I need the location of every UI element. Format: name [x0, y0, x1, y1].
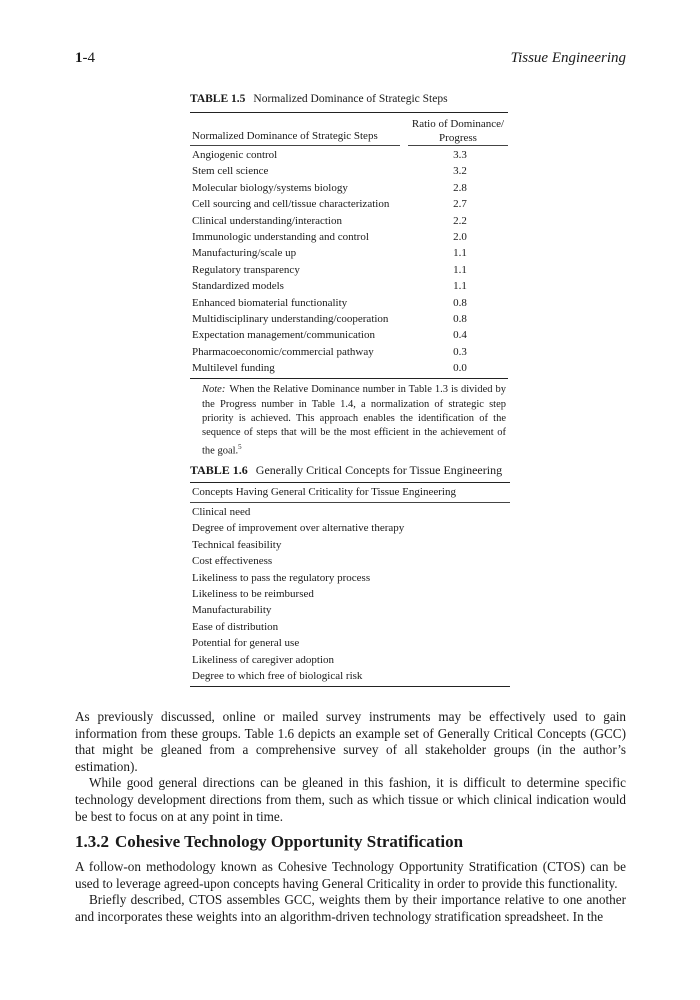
table-row — [190, 180, 508, 196]
running-head: Tissue Engineering — [510, 50, 626, 66]
cell-concept: Cost effectiveness — [192, 555, 273, 568]
cell-step: Manufacturing/scale up — [192, 247, 297, 260]
table-row — [190, 262, 508, 278]
cell-step: Pharmacoeconomic/commercial pathway — [192, 345, 374, 358]
cell-concept: Clinical need — [192, 506, 251, 518]
cell-ratio: 0.4 — [453, 329, 467, 342]
cell-ratio: 1.1 — [453, 247, 467, 260]
paragraph: A follow-on methodology known as Cohesive Technology Opportunity Stratification (CTOS) can be used to leverage agreed-upon concepts having General Criticality in order to provide this functionality. — [75, 859, 626, 891]
cell-concept: Technical feasibility — [192, 538, 282, 551]
table-body — [190, 147, 508, 376]
table-row — [190, 196, 508, 212]
table-row — [190, 602, 510, 618]
cell-ratio: 3.2 — [453, 165, 467, 178]
paragraph: Briefly described, CTOS assembles GCC, weights them by their importance relative to one another and incorporates these weights into an algorithm-driven technology stratification spreadsheet. In the — [75, 892, 626, 924]
body-paragraphs-2 — [75, 859, 626, 925]
table-row — [190, 570, 510, 586]
table-1-6 — [190, 463, 510, 687]
table-row — [190, 147, 508, 163]
cell-ratio: 2.8 — [453, 181, 467, 194]
table-row — [190, 311, 508, 327]
table-row — [190, 327, 508, 343]
cell-step: Standardized models — [192, 280, 284, 293]
cell-concept: Ease of distribution — [192, 620, 279, 633]
table-row — [190, 668, 510, 684]
cell-ratio: 0.8 — [453, 296, 467, 309]
table-row — [190, 163, 508, 179]
table-note — [190, 379, 508, 459]
table-row — [190, 360, 508, 376]
cell-concept: Degree of improvement over alternative therapy — [192, 522, 405, 535]
cell-ratio: 1.1 — [453, 280, 467, 293]
cell-concept: Likeliness of caregiver adoption — [192, 653, 335, 666]
table-row — [190, 537, 510, 553]
note-reference: 5 — [238, 443, 242, 452]
cell-concept: Manufacturability — [192, 604, 272, 617]
column-header: Normalized Dominance of Strategic Steps — [192, 130, 378, 142]
paragraph: As previously discussed, online or mailed survey instruments may be effectively used to gain information from these groups. Table 1.6 depicts an example set of Generally Critical Concepts (GCC) that might be gleaned from a comprehensive survey of all stakeholder groups (in the author’s estimation). — [75, 709, 626, 774]
cell-ratio: 0.0 — [453, 362, 467, 375]
table-row — [190, 245, 508, 261]
table-row — [190, 295, 508, 311]
cell-ratio: 2.2 — [453, 214, 467, 227]
cell-concept: Degree to which free of biological risk — [192, 669, 363, 682]
cell-concept: Likeliness to pass the regulatory process — [192, 571, 371, 584]
cell-step: Multilevel funding — [192, 362, 275, 375]
note-text: When the Relative Dominance number in Table 1.3 is divided by the Progress number in Table 1.4, a normalization of strategic step priority is achieved. This approach enables the identification of the sequence of steps that will be the most efficient in the achievement of the goal. — [202, 384, 506, 457]
page-header — [75, 50, 626, 70]
table-row — [190, 619, 510, 635]
cell-ratio: 0.3 — [453, 345, 467, 358]
cell-step: Enhanced biomaterial functionality — [192, 296, 348, 309]
section-heading — [75, 832, 463, 852]
cell-step: Angiogenic control — [192, 149, 278, 161]
table-title: Normalized Dominance of Strategic Steps — [253, 93, 448, 105]
table-label: TABLE 1.5 — [190, 93, 246, 105]
table-row — [190, 504, 510, 520]
cell-step: Cell sourcing and cell/tissue characterization — [192, 198, 390, 211]
cell-step: Regulatory transparency — [192, 263, 300, 276]
cell-step: Clinical understanding/interaction — [192, 214, 342, 227]
column-header: Ratio of Dominance/ Progress — [411, 118, 505, 144]
page-number: 1-4 — [75, 50, 95, 66]
cell-concept: Likeliness to be reimbursed — [192, 587, 314, 600]
table-caption — [190, 463, 510, 478]
cell-step: Expectation management/communication — [192, 329, 375, 342]
table-row — [190, 213, 508, 229]
header-rule — [190, 145, 400, 146]
section-title: Cohesive Technology Opportunity Stratification — [115, 832, 464, 851]
table-row — [190, 635, 510, 651]
paragraph: While good general directions can be gleaned in this fashion, it is difficult to determine specific technology development directions from them, such as which tissue or which clinical indication would be best to focus on at any point in time. — [75, 775, 626, 824]
table-body — [190, 503, 510, 684]
cell-step: Multidisciplinary understanding/cooperation — [192, 312, 389, 325]
cell-ratio: 2.0 — [453, 230, 467, 243]
cell-step: Stem cell science — [192, 165, 269, 178]
table-title: Generally Critical Concepts for Tissue Engineering — [255, 463, 503, 477]
cell-ratio: 1.1 — [453, 263, 467, 276]
cell-ratio: 3.3 — [453, 149, 467, 161]
table-row — [190, 652, 510, 668]
table-label: TABLE 1.6 — [190, 463, 248, 477]
body-paragraphs-1 — [75, 709, 626, 825]
note-label: Note: — [202, 384, 226, 396]
table-row — [190, 520, 510, 536]
table-row — [190, 278, 508, 294]
header-rule — [408, 145, 508, 146]
section-number: 1.3.2 — [75, 832, 109, 851]
cell-concept: Potential for general use — [192, 637, 300, 650]
cell-ratio: 2.7 — [453, 198, 467, 211]
table-row — [190, 229, 508, 245]
cell-ratio: 0.8 — [453, 312, 467, 325]
table-header-row — [190, 113, 508, 145]
table-row — [190, 586, 510, 602]
table-1-5 — [190, 92, 508, 459]
table-bottom-rule — [190, 686, 510, 687]
cell-step: Immunologic understanding and control — [192, 230, 369, 243]
table-caption — [190, 92, 508, 107]
table-row — [190, 344, 508, 360]
cell-step: Molecular biology/systems biology — [192, 181, 348, 194]
column-header: Concepts Having General Criticality for Tissue Engineering — [192, 486, 456, 498]
table-row — [190, 553, 510, 569]
